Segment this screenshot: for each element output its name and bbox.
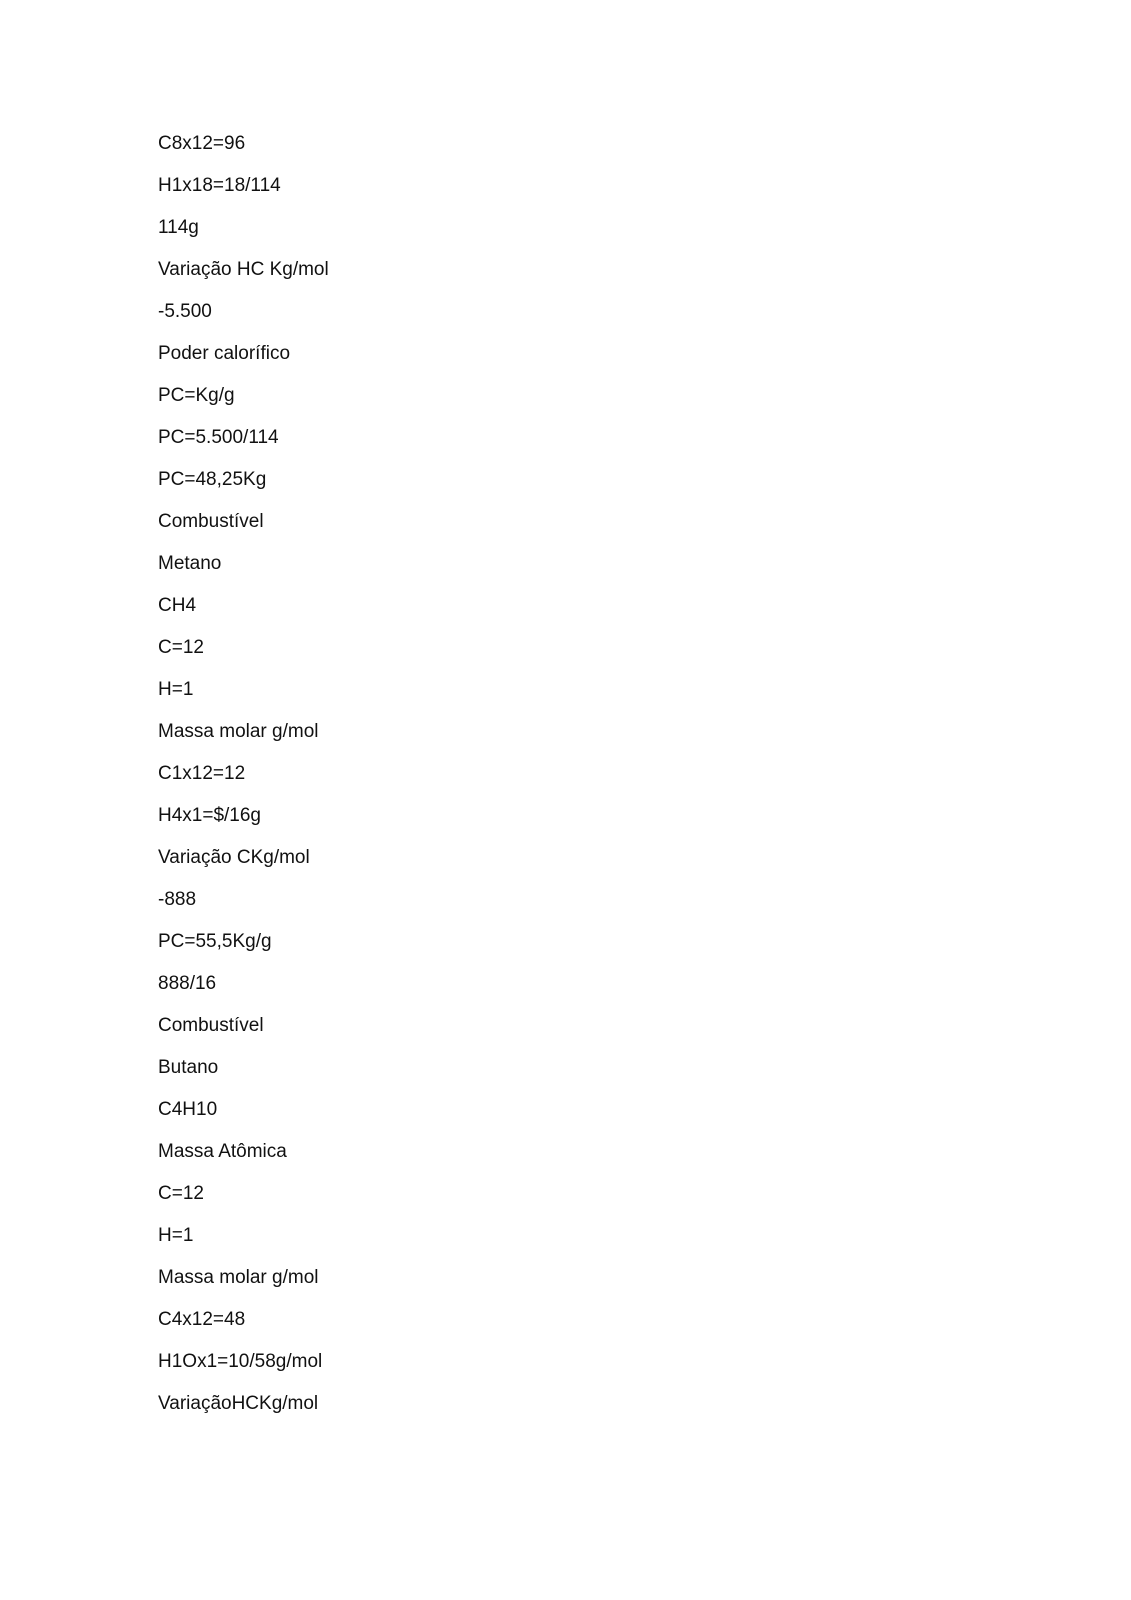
- text-line: PC=48,25Kg: [158, 469, 267, 490]
- text-line: Combustível: [158, 1015, 264, 1036]
- text-line: C8x12=96: [158, 133, 246, 154]
- text-line: -5.500: [158, 301, 212, 322]
- text-line: PC=5.500/114: [158, 427, 279, 448]
- text-line: VariaçãoHCKg/mol: [158, 1393, 319, 1414]
- text-line: Massa molar g/mol: [158, 1267, 319, 1288]
- text-line: Butano: [158, 1057, 219, 1078]
- text-line: Variação HC Kg/mol: [158, 259, 329, 280]
- text-line: Massa molar g/mol: [158, 721, 319, 742]
- text-line: C1x12=12: [158, 763, 246, 784]
- text-line: C4x12=48: [158, 1309, 246, 1330]
- text-line: Massa Atômica: [158, 1141, 287, 1162]
- text-line: 114g: [158, 217, 199, 238]
- text-line: C=12: [158, 637, 204, 658]
- text-line: H=1: [158, 679, 194, 700]
- text-line: H=1: [158, 1225, 194, 1246]
- text-line: -888: [158, 889, 197, 910]
- text-line: C=12: [158, 1183, 204, 1204]
- text-line: 888/16: [158, 973, 217, 994]
- text-line: Variação CKg/mol: [158, 847, 310, 868]
- text-line: C4H10: [158, 1099, 218, 1120]
- document-text-body: [158, 130, 329, 1432]
- text-line: PC=55,5Kg/g: [158, 931, 272, 952]
- text-line: Combustível: [158, 511, 264, 532]
- text-line: H1x18=18/114: [158, 175, 281, 196]
- text-line: H4x1=$/16g: [158, 805, 261, 826]
- text-line: PC=Kg/g: [158, 385, 235, 406]
- text-line: Metano: [158, 553, 222, 574]
- text-line: H1Ox1=10/58g/mol: [158, 1351, 323, 1372]
- text-line: Poder calorífico: [158, 343, 291, 364]
- text-line: CH4: [158, 595, 197, 616]
